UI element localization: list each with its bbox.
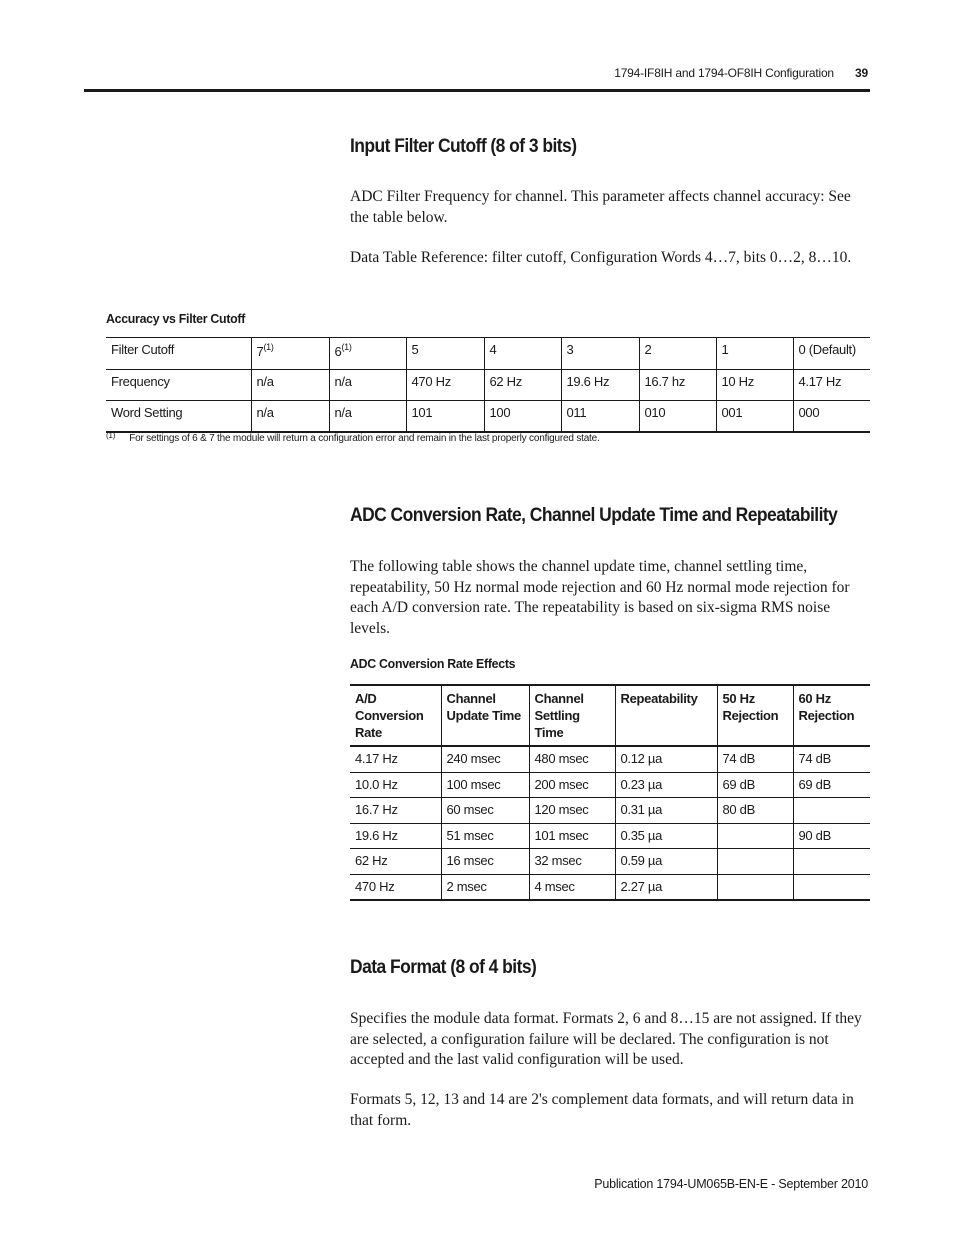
table-cell: 32 msec (529, 849, 615, 875)
table-cell: 51 msec (441, 823, 529, 849)
table-cell: 470 Hz (350, 874, 441, 900)
section-heading-input-filter: Input Filter Cutoff (8 of 3 bits) (350, 136, 577, 157)
table1-caption: Accuracy vs Filter Cutoff (106, 311, 246, 326)
table-cell: 120 msec (529, 798, 615, 824)
column-header: A/D Conversion Rate (350, 685, 441, 746)
table-cell: 0.12 µa (615, 746, 717, 772)
table-cell: 470 Hz (406, 370, 484, 401)
table-row (350, 772, 870, 798)
table-cell (793, 874, 870, 900)
table-row (350, 746, 870, 772)
section-heading-data-format: Data Format (8 of 4 bits) (350, 957, 537, 978)
table-cell: 74 dB (717, 746, 793, 772)
table-row (106, 338, 870, 370)
column-header: 50 Hz Rejection (717, 685, 793, 746)
table-cell: 10.0 Hz (350, 772, 441, 798)
table-cell: 100 msec (441, 772, 529, 798)
table-header-row (350, 685, 870, 746)
table-cell (717, 849, 793, 875)
table2-caption: ADC Conversion Rate Effects (350, 656, 516, 671)
table-cell: 240 msec (441, 746, 529, 772)
table-cell: n/a (251, 401, 329, 433)
table-cell: 480 msec (529, 746, 615, 772)
table-cell: 16.7 Hz (350, 798, 441, 824)
table-cell: 1 (716, 338, 793, 370)
page-number: 39 (855, 66, 868, 80)
table-cell: 16.7 hz (639, 370, 716, 401)
table-cell: 80 dB (717, 798, 793, 824)
row-label: Frequency (106, 370, 251, 401)
section3-paragraph-2: Formats 5, 12, 13 and 14 are 2's complement data formats, and will return data in that form. (350, 1091, 854, 1129)
table-cell: 90 dB (793, 823, 870, 849)
table-cell: 101 (406, 401, 484, 433)
adc-conversion-rate-effects-table (350, 684, 870, 901)
table-cell: n/a (251, 370, 329, 401)
table-row (350, 798, 870, 824)
table-row (350, 823, 870, 849)
column-header: Channel Settling Time (529, 685, 615, 746)
footnote-mark: (1) (106, 431, 116, 440)
table-cell: 6$^{(1)}$ (329, 338, 406, 370)
section3-paragraph-1: Specifies the module data format. Formats 2, 6 and 8…15 are not assigned. If they are selected, a configuration failure will be declared. The configuration is not accepted and the last valid configuration will be used. (350, 1010, 862, 1068)
table-cell: 2.27 µa (615, 874, 717, 900)
table-cell: 000 (798, 405, 820, 420)
row-label: Word Setting (106, 401, 251, 433)
table-cell: 62 Hz (350, 849, 441, 875)
table-cell: 001 (716, 401, 793, 433)
table-cell: 16 msec (441, 849, 529, 875)
section1-paragraph-2: Data Table Reference: filter cutoff, Configuration Words 4…7, bits 0…2, 8…10. (350, 249, 852, 266)
table-cell: 0.35 µa (615, 823, 717, 849)
table-cell: 69 dB (793, 772, 870, 798)
table-cell: 0.31 µa (615, 798, 717, 824)
table-cell: 10 Hz (716, 370, 793, 401)
row-label: Filter Cutoff (106, 338, 251, 370)
table-row (350, 849, 870, 875)
table-cell: 3 (561, 338, 639, 370)
table-cell: 19.6 Hz (561, 370, 639, 401)
table-cell: 100 (484, 401, 561, 433)
table-cell: 62 Hz (484, 370, 561, 401)
table-cell: 101 msec (529, 823, 615, 849)
table-cell: 4 msec (529, 874, 615, 900)
table-cell: 4.17 Hz (350, 746, 441, 772)
table-cell: 7$^{(1)}$ (251, 338, 329, 370)
footnote-ref: (1) (263, 342, 274, 352)
section2-paragraph: The following table shows the channel update time, channel settling time, repeatability, 50 Hz normal mode rejection and 60 Hz normal mode rejection for each A/D conversion rate. The repeatability is based on six-sigma RMS noise levels. (350, 558, 850, 637)
table-cell: 200 msec (529, 772, 615, 798)
table-cell: 011 (561, 401, 639, 433)
footnote-ref: (1) (341, 342, 352, 352)
table-cell: 5 (406, 338, 484, 370)
table-cell: 60 msec (441, 798, 529, 824)
column-header: Channel Update Time (441, 685, 529, 746)
chapter-title: 1794-IF8IH and 1794-OF8IH Configuration (614, 66, 834, 80)
table-cell: 010 (639, 401, 716, 433)
table-cell: 2 msec (441, 874, 529, 900)
table-cell: 0 (Default) (793, 338, 870, 370)
table-cell (793, 798, 870, 824)
table-cell: 19.6 Hz (350, 823, 441, 849)
table1-footnote (106, 431, 600, 444)
table-row (350, 874, 870, 900)
section1-paragraph-1: ADC Filter Frequency for channel. This parameter affects channel accuracy: See the table below. (350, 188, 851, 226)
table-cell (717, 874, 793, 900)
table-cell: 69 dB (717, 772, 793, 798)
table-cell: 74 dB (793, 746, 870, 772)
table-cell: 4.17 Hz (793, 370, 870, 401)
table-cell: 4 (484, 338, 561, 370)
table-cell: 0.59 µa (615, 849, 717, 875)
table-cell: n/a (329, 401, 406, 433)
accuracy-vs-filter-cutoff-table (106, 337, 870, 433)
table-row (106, 401, 870, 433)
header-rule (84, 89, 870, 92)
table-cell: 0.23 µa (615, 772, 717, 798)
column-header: Repeatability (615, 685, 717, 746)
column-header: 60 Hz Rejection (793, 685, 870, 746)
running-header (614, 66, 868, 80)
table-cell (717, 823, 793, 849)
section-heading-adc-conversion: ADC Conversion Rate, Channel Update Time and Repeatability (350, 505, 838, 526)
table-row (106, 370, 870, 401)
publication-footer: Publication 1794-UM065B-EN-E - September 2010 (594, 1177, 868, 1191)
table-cell: n/a (329, 370, 406, 401)
table-cell: 2 (639, 338, 716, 370)
footnote-text: For settings of 6 & 7 the module will return a configuration error and remain in the last properly configured state. (129, 433, 600, 444)
table-cell (793, 849, 870, 875)
